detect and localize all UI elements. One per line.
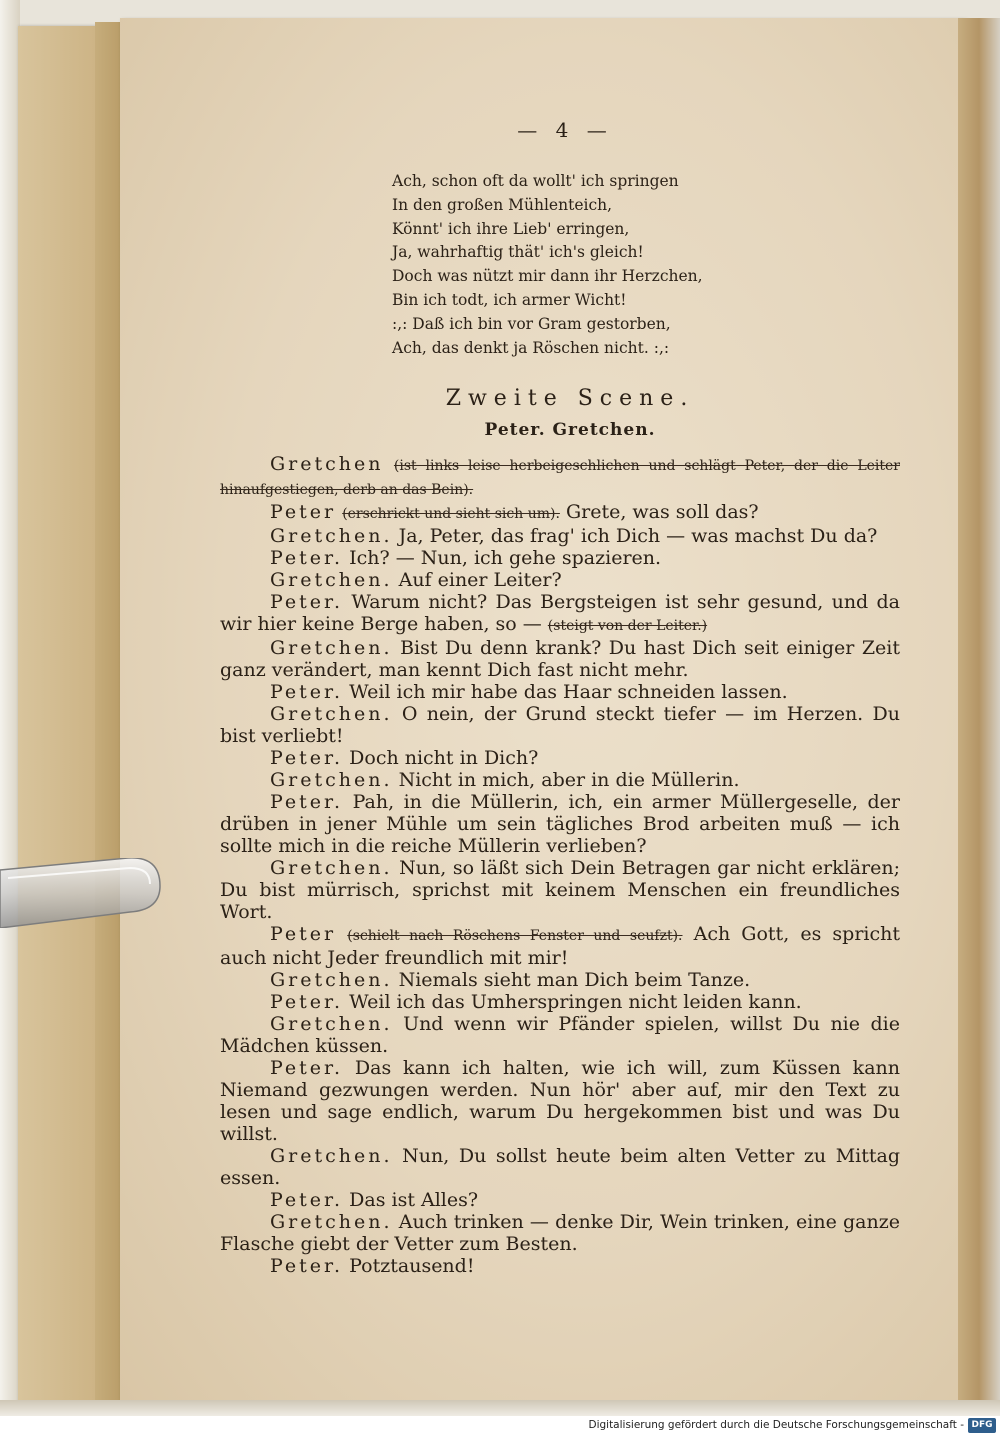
poem-line: Ja, wahrhaftig thät' ich's gleich! xyxy=(392,243,644,262)
dialogue-line xyxy=(220,1255,900,1277)
stage-direction: (schielt nach Röschens Fenster und seufzt). xyxy=(347,928,683,944)
spoken-text: Ach Gott, es spricht auch nicht Jeder freundlich mit mir! xyxy=(220,923,901,969)
speaker-name: Gretchen xyxy=(270,453,384,475)
dialogue-line xyxy=(220,681,900,703)
speaker-name: Gretchen. xyxy=(270,1013,393,1035)
dialogue-line xyxy=(220,591,900,637)
spoken-text: Weil ich das Umherspringen nicht leiden kann. xyxy=(349,991,802,1013)
dialogue-line xyxy=(220,637,900,681)
poem-line: Ach, schon oft da wollt' ich springen xyxy=(392,172,679,190)
speaker-name: Peter. xyxy=(270,1255,344,1277)
spoken-text: Das kann ich halten, wie ich will, zum Küssen kann Niemand gezwungen werden. Nun hör' aber auf, mir den Text zu lesen und sage endlich, warum Du hergekommen bist und was Du willst. xyxy=(220,1057,900,1145)
dialogue-line xyxy=(220,791,900,857)
speaker-name: Gretchen. xyxy=(270,1211,393,1233)
funding-credit: Digitalisierung gefördert durch die Deutsche Forschungsgemeinschaft - xyxy=(588,1419,964,1431)
spoken-text: Nun, so läßt sich Dein Betragen gar nicht erklären; Du bist mürrisch, sprichst mit keinem Menschen ein freundliches Wort. xyxy=(220,857,901,923)
speaker-name: Gretchen. xyxy=(270,969,393,991)
dialogue-line xyxy=(220,747,900,769)
speaker-name: Peter xyxy=(270,501,337,523)
speaker-name: Gretchen. xyxy=(270,703,393,725)
speaker-name: Peter. xyxy=(270,1189,344,1211)
speaker-name: Gretchen. xyxy=(270,857,393,879)
poem-line: Doch was nützt mir dann ihr Herzchen, xyxy=(392,267,703,286)
dialogue-line xyxy=(220,1057,900,1145)
spoken-text: Nun, Du sollst heute beim alten Vetter zu Mittag essen. xyxy=(220,1145,900,1189)
spoken-text: Doch nicht in Dich? xyxy=(349,747,539,769)
dialogue-line xyxy=(220,923,900,969)
speaker-name: Peter. xyxy=(270,747,344,769)
page-number: — 4 — xyxy=(517,118,613,142)
speaker-name: Gretchen. xyxy=(270,525,393,547)
stage-direction: (erschrickt und sieht sich um). xyxy=(342,506,560,522)
spoken-text: Nicht in mich, aber in die Müllerin. xyxy=(398,769,740,791)
speaker-name: Peter. xyxy=(270,681,344,703)
speaker-name: Gretchen. xyxy=(270,769,393,791)
speaker-name: Gretchen. xyxy=(270,637,393,659)
dialogue-line xyxy=(220,1189,900,1211)
scan-bottom-margin xyxy=(0,1400,1000,1416)
spoken-text: Das ist Alles? xyxy=(349,1189,479,1211)
spoken-text: Grete, was soll das? xyxy=(565,501,759,523)
spoken-text: Niemals sieht man Dich beim Tanze. xyxy=(398,969,751,991)
poem-line: Könnt' ich ihre Lieb' erringen, xyxy=(392,219,630,238)
dialogue-line xyxy=(220,547,900,569)
dialogue-line xyxy=(220,969,900,991)
speaker-name: Peter. xyxy=(270,1057,344,1079)
dialogue-line xyxy=(220,569,900,591)
speaker-name: Peter xyxy=(270,923,337,945)
spoken-text: Bist Du denn krank? Du hast Dich seit einiger Zeit ganz verändert, man kennt Dich fast nicht mehr. xyxy=(220,637,900,681)
dialogue-line xyxy=(220,703,900,747)
speaker-name: Peter. xyxy=(270,547,344,569)
spoken-text: Weil ich mir habe das Haar schneiden lassen. xyxy=(349,681,788,703)
dialogue-line xyxy=(220,1211,900,1255)
digitization-footer xyxy=(0,1416,1000,1437)
stage-direction: (steigt von der Leiter.) xyxy=(547,618,708,634)
poem-stanza xyxy=(392,170,752,360)
spoken-text: Pah, in die Müllerin, ich, ein armer Müllergeselle, der drüben in jener Mühle um sein tägliches Brod arbeiten muß — ich sollte mich in die reiche Müllerin verlieben? xyxy=(220,791,900,857)
dialogue-line xyxy=(220,453,900,501)
scan-left-margin xyxy=(0,0,20,1437)
book-page xyxy=(120,18,965,1400)
book-gutter xyxy=(958,18,1000,1402)
speaker-name: Peter. xyxy=(270,791,344,813)
spoken-text: Potztausend! xyxy=(349,1255,475,1277)
stage-direction: (ist links leise herbeigeschlichen und schlägt Peter, der die Leiter hinaufgestiegen, derb an das Bein). xyxy=(220,458,900,498)
speaker-name: Gretchen. xyxy=(270,1145,393,1167)
speaker-name: Gretchen. xyxy=(270,569,393,591)
scene-cast: Peter. Gretchen. xyxy=(484,420,656,440)
poem-line: Bin ich todt, ich armer Wicht! xyxy=(392,290,627,309)
dialogue-line xyxy=(220,501,900,525)
dialogue-line xyxy=(220,1013,900,1057)
speaker-name: Peter. xyxy=(270,591,344,613)
spoken-text: Ich? — Nun, ich gehe spazieren. xyxy=(349,547,662,569)
scene-heading: Zweite Scene. xyxy=(445,386,695,411)
spoken-text: O nein, der Grund steckt tiefer — im Herzen. Du bist verliebt! xyxy=(220,703,900,747)
spoken-text: Auch trinken — denke Dir, Wein trinken, eine ganze Flasche giebt der Vetter zum Besten. xyxy=(220,1211,900,1255)
dialogue-line xyxy=(220,769,900,791)
dialogue-line xyxy=(220,857,900,923)
dialogue-block xyxy=(220,453,900,1277)
poem-line: :,: Daß ich bin vor Gram gestorben, xyxy=(392,314,671,333)
spoken-text: Auf einer Leiter? xyxy=(398,569,562,591)
dialogue-line xyxy=(220,991,900,1013)
clear-page-clip xyxy=(0,858,162,928)
poem-line: In den großen Mühlenteich, xyxy=(392,195,613,214)
spoken-text: Ja, Peter, das frag' ich Dich — was machst Du da? xyxy=(398,525,878,547)
poem-line: Ach, das denkt ja Röschen nicht. :,: xyxy=(392,338,670,357)
spoken-text: Und wenn wir Pfänder spielen, willst Du nie die Mädchen küssen. xyxy=(220,1013,900,1057)
speaker-name: Peter. xyxy=(270,991,344,1013)
spoken-text: Warum nicht? Das Bergsteigen ist sehr gesund, und da wir hier keine Berge haben, so — xyxy=(220,591,900,635)
dialogue-line xyxy=(220,1145,900,1189)
dfg-logo: DFG xyxy=(968,1418,996,1433)
dialogue-line xyxy=(220,525,900,547)
